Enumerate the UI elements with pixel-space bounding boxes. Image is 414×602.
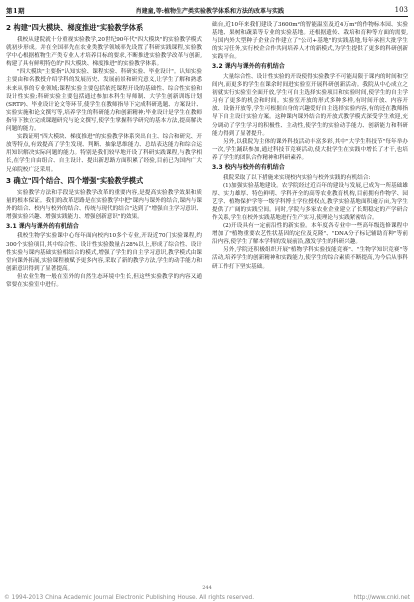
subsection-heading-3-3: 3.3 校内与校外的有机结合	[212, 164, 285, 171]
copyright-footer	[4, 595, 410, 601]
running-title: 肖建童,等:植物生产类实验教学体系和方法的改革与实践	[135, 7, 284, 15]
paragraph: 另外,学院还积极组织开展"植物学科实验技能竞赛"、"生物学知识竞赛"等活动,培养学生的创新精神和实践能力,使学生的综合素质不断提高,为今后从事科研工作打下坚实基础。	[212, 247, 408, 270]
paragraph: 实践证明"四大模块、梯度推进"的实验教学体系突出自主、综合和研究、开放等特点,有效提高了学生发现、判断、抽象思维能力、总结表达能力和综合运用知识解决实际问题的能力。特别是我们较早地开设了科研实践课程,与教学相长,在学生自由组合、自主设计、提出新思路方面积累了经验,目前已为国内广大兄弟院校广泛采用。	[6, 134, 202, 173]
issue-label: 第1期	[6, 6, 26, 15]
left-column	[6, 21, 202, 289]
subsection-heading-3-1: 3.1 课内与课外的有机结合	[6, 222, 79, 230]
page-header	[6, 4, 408, 16]
header-rule	[6, 16, 408, 17]
paragraph: 础台,近10年来我们建设了3600m²的智能温室及近4万m²的作物标本园、实验基地、果树和蔬菜等专业的实验基地。还根据遗传、栽培和育种等方面的需要,与国内外大型种子企业合作建立了"公司+基地"的实践基地,每年承担大批学生的实习任务,实行校企合作共同培养人才的新模式,为学生提供了更多的科研创新实践平台。	[212, 22, 408, 61]
copyright-text: © 1994-2013 China Academic Journal Electronic Publishing House. All rights reserved.	[4, 595, 255, 601]
footer-link[interactable]: http://www.cnki.net	[353, 595, 410, 601]
page-foot-number: 244	[202, 585, 212, 591]
paragraph: (1)加强实验基地建设。农学院经过近百年的建设与发展,已成为一所基础雄厚、实力雄厚、特色鲜明、学科齐全的高等农业教育机构,目前拥有作物学、园艺学、植物保护学等一级学科博士学位授权点,教学实验基地面积逾万亩,为学生提供了广阔的实践空间。同时,学院与多家农业企业建立了长期稳定的产学研合作关系,学生在校外实践基地进行生产实习,使理论与实践紧密结合。	[212, 182, 408, 221]
paragraph: "四大模块"主要指"认知实验、课程实验、科研实验、毕业设计"。认知实验主要由和名教授介绍学科的发展历史、发展前景和研究意义,让学生了解和熟悉未来从事的专业领域;课程实验主要包括依托课程开设的基础性、综合性实验和设计性实验;科研实验主要包括通过参加本科生导师制、大学生创新训练计划(SRTP)、毕业设计论文等环节,使学生在教师指导下完成科研选题、方案设计、实验实施和论文撰写等,培养学生的科研能力和创新精神;毕业设计是学生在教师指导下独立完成课题研究与论文撰写,使学生掌握科学研究的基本方法,提高解决问题的能力。	[6, 69, 202, 133]
paragraph: 实验教学方法和手段是实验教学改革的重要内容,是提高实验教学效果和质量的根本保证。我们的改革思路是在实验教学中把"课内与课外的结合,课内与课外的结合、校内与校外的结合、传统与现代的结合"达到了"增强自主学习意识、增强实验兴趣、增强实践能力、增强创新意识"的效果。	[6, 189, 202, 220]
paragraph: (2)开设具有一定前沿性的新实验。本年度各专业中一些高年级选修课程中增加了"植物重要农艺性状基因的定位及克隆"、"DNA分子标记辅助育种"等前沿内容,使学生了解本学科的发展前沿,激发学生的科研兴趣。	[212, 223, 408, 246]
paragraph: 我校生物学实验课中心每年面向校内10多个专业,开设近70门实验课程,约300个实验项目,其中综合性、设计性实验数量占28%以上,形成了综合性、设计性实验与课内基础实验相结合的模式,增强了学生的自主学习意识,教学模式由课堂向课外拓展,实验课程被赋予更多内容,采取了新的教学方法,学生的动手能力和创新意识得到了显著提高。	[6, 233, 202, 272]
section-heading-3: 3 确立"四个结合、四个增强"实验教学模式	[6, 175, 144, 185]
paragraph: 另外,以我院为主体的课外科技活动丰富多彩,其中"大学生科技节"每年举办一次,学生踊跃参加,通过科技节竞赛活动,使大批学生在实践中增长了才干,也培养了学生的团队合作精神和科研素养。	[212, 138, 408, 161]
paragraph: 我校从建院就十分重视实验教学,20世纪90年代"四大模块"的实验教学模式就初步形成。并在全国率先在农业类教学领域率先设置了科研实践课程,实验教学中心根据植物生产类专业人才培养目标的要求,不断推进实验教学改革与创新,构建了具有鲜明特色的"四大模块、梯度推进"的实验教学体系。	[6, 37, 202, 68]
section-heading-2: 2 构建"四大模块、梯度推进"实验教学体系	[6, 23, 144, 32]
paragraph: 我院采取了以下措施来实现校内实验与校外实践的有机结合:	[223, 174, 371, 181]
right-column	[212, 21, 408, 271]
page-number: 103	[394, 6, 408, 14]
subsection-heading-3-2: 3.2 课内与课外的有机结合	[212, 63, 285, 71]
paragraph: 大量综合性、设计性实验的开设使得实验教学不可能局限于课内的时间和空间内,而更多的学生在课余时间进实验室开展科研创新活动。我院从中心成立之初就实行实验室全面开放,学生可自主选择实验项目和实验时间,使学生的自主学习有了更多的机会和时间。实验室开放的形式多种多样,有时间开放、内容开放、设备开放等,学生可根据自身的兴趣爱好自主选择实验内容,有的还在教师指导下自主设计实验方案。这种课内课外结合的开放式教学模式深受学生欢迎,充分调动了学生学习的积极性、主动性,使学生的实验动手能力、创新能力和科研能力得到了显著提升。	[212, 73, 408, 137]
paragraph: 但农业生物一般在室外的自然生态环境中生长,但这些实验教学的内容又通常要在实验室中进行。	[6, 273, 202, 289]
